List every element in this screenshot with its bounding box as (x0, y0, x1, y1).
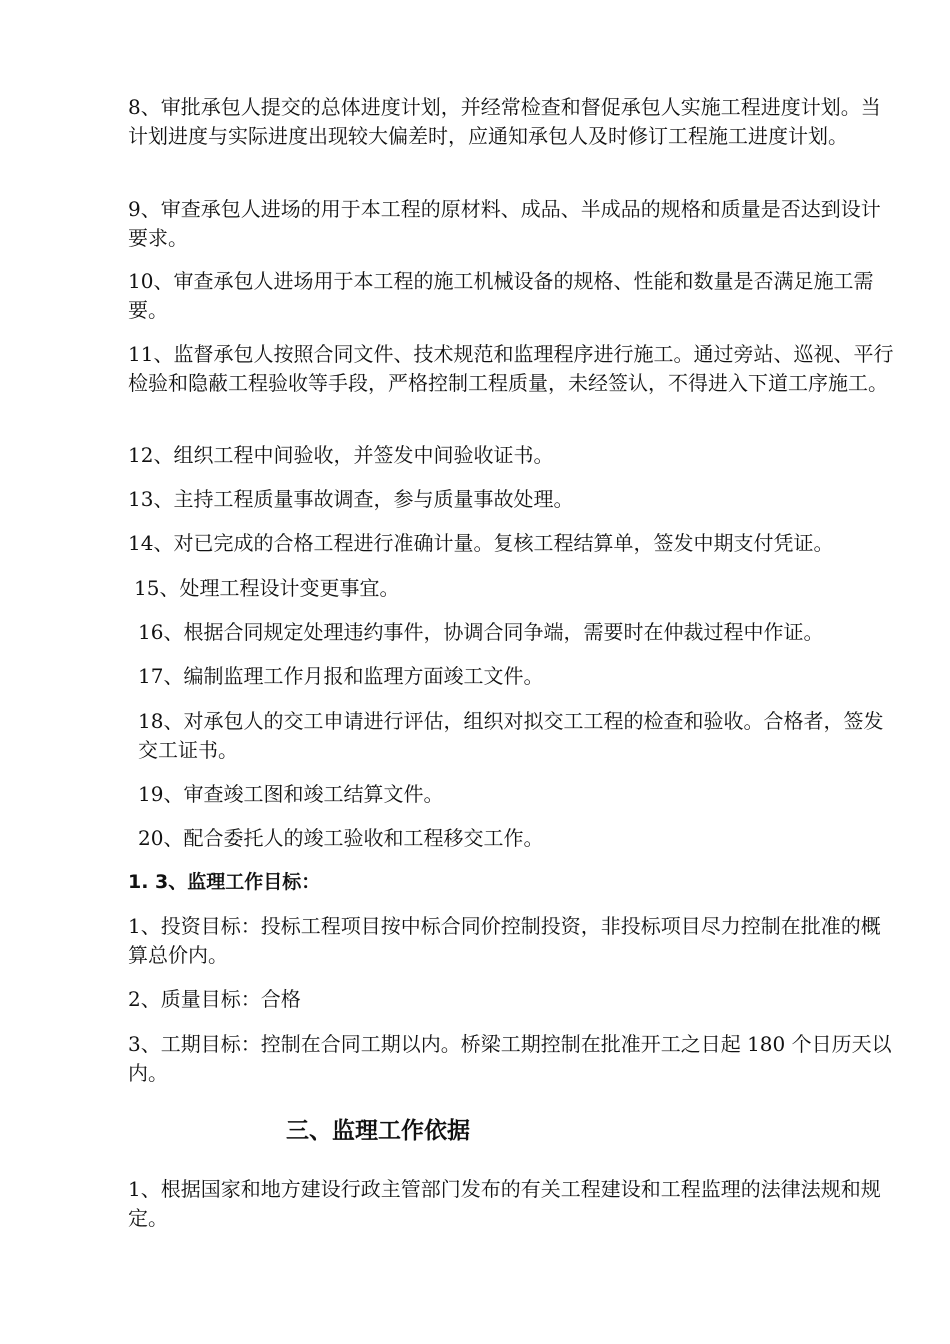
paragraph-item-13: 13、主持工程质量事故调查，参与质量事故处理。 (128, 487, 574, 511)
goal-item-investment: 1、投资目标：投标工程项目按中标合同价控制投资，非投标项目尽力控制在批准的概算总价内。 (128, 914, 881, 967)
paragraph-item-15: 15、处理工程设计变更事宜。 (134, 576, 400, 600)
paragraph-item-19: 19、审查竣工图和竣工结算文件。 (138, 782, 444, 806)
paragraph-item-16: 16、根据合同规定处理违约事件，协调合同争端，需要时在仲裁过程中作证。 (138, 620, 824, 644)
paragraph-item-12: 12、组织工程中间验收，并签发中间验收证书。 (128, 443, 554, 467)
basis-item-1: 1、根据国家和地方建设行政主管部门发布的有关工程建设和工程监理的法律法规和规定。 (128, 1177, 881, 1230)
paragraph-item-8: 8、审批承包人提交的总体进度计划，并经常检查和督促承包人实施工程进度计划。当计划进度与实际进度出现较大偏差时，应通知承包人及时修订工程施工进度计划。 (128, 95, 881, 148)
section-heading-1-3: 1. 3、监理工作目标： (128, 871, 321, 893)
goal-item-schedule: 3、工期目标：控制在合同工期以内。桥梁工期控制在批准开工之日起 180 个日历天以内。 (128, 1032, 892, 1085)
paragraph-item-18: 18、对承包人的交工申请进行评估，组织对拟交工工程的检查和验收。合格者，签发交工证书。 (138, 709, 884, 762)
goal-item-quality: 2、质量目标：合格 (128, 987, 301, 1011)
section-heading-3: 三、监理工作依据 (286, 1118, 470, 1144)
paragraph-item-17: 17、编制监理工作月报和监理方面竣工文件。 (138, 664, 544, 688)
paragraph-item-14: 14、对已完成的合格工程进行准确计量。复核工程结算单，签发中期支付凭证。 (128, 531, 834, 555)
paragraph-item-20: 20、配合委托人的竣工验收和工程移交工作。 (138, 826, 544, 850)
paragraph-item-11: 11、监督承包人按照合同文件、技术规范和监理程序进行施工。通过旁站、巡视、平行检验和隐蔽工程验收等手段，严格控制工程质量，未经签认，不得进入下道工序施工。 (128, 342, 894, 395)
paragraph-item-10: 10、审查承包人进场用于本工程的施工机械设备的规格、性能和数量是否满足施工需要。 (128, 269, 874, 322)
paragraph-item-9: 9、审查承包人进场的用于本工程的原材料、成品、半成品的规格和质量是否达到设计要求。 (128, 197, 881, 250)
